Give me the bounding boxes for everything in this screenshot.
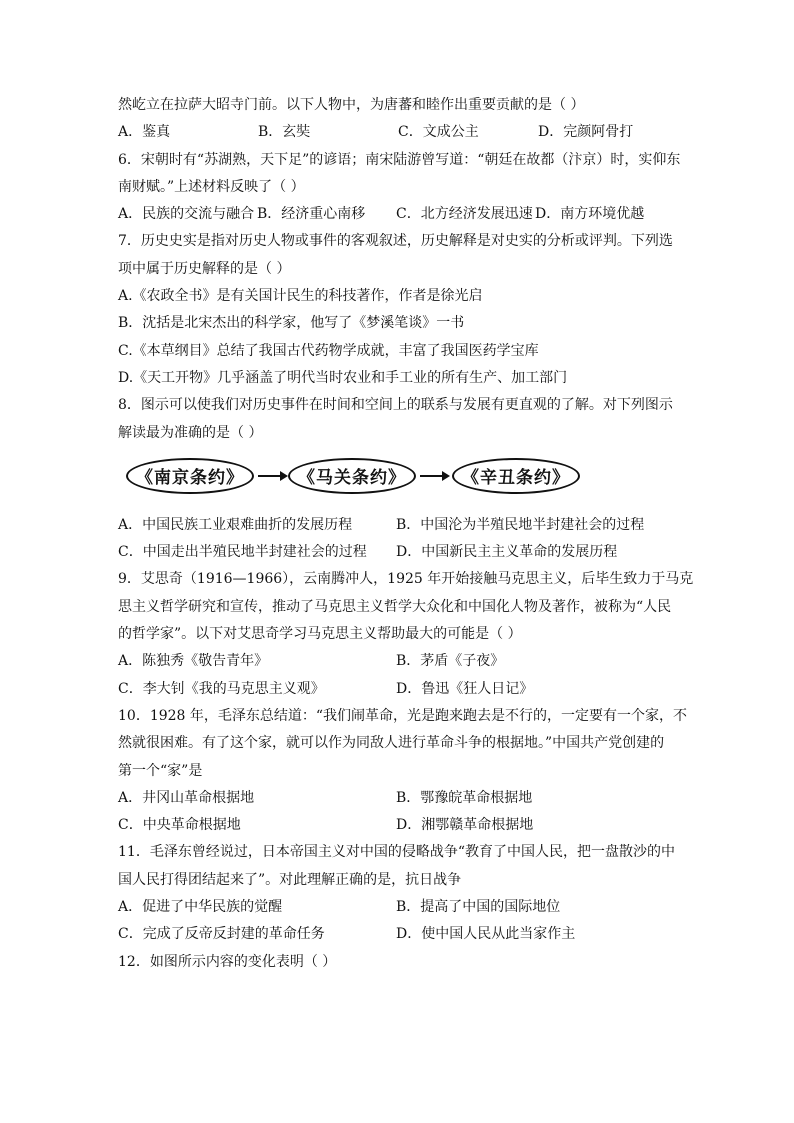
arrow-icon — [420, 475, 444, 477]
q9-option-b[interactable]: B．茅盾《子夜》 — [396, 653, 505, 670]
q8-options-row2 — [118, 539, 678, 566]
q5-option-d[interactable]: D．完颜阿骨打 — [538, 124, 634, 141]
q10-options-row2 — [118, 812, 678, 839]
q6-option-a[interactable]: A．民族的交流与融合 — [118, 206, 255, 223]
q6-stem-line: 南财赋。”上述材料反映了（ ） — [118, 178, 305, 195]
q10-stem-line: 10．1928 年，毛泽东总结道：“我们闹革命，光是跑来跑去是不行的，一定要有一个家，不 — [118, 707, 688, 724]
q7-stem-line: 项中属于历史解释的是（ ） — [118, 260, 291, 277]
q9-options-row1 — [118, 648, 678, 675]
q5-option-b[interactable]: B．玄奘 — [258, 124, 311, 141]
q9-options-row2 — [118, 676, 678, 703]
treaty-diagram — [118, 450, 678, 508]
q6-option-d[interactable]: D．南方环境优越 — [535, 206, 645, 223]
q6-option-b[interactable]: B．经济重心南移 — [257, 206, 366, 223]
q6-stem-line: 6．宋朝时有“苏湖熟，天下足”的谚语；南宋陆游曾写道：“朝廷在故都（汴京）时，实仰东 — [118, 151, 681, 168]
q8-option-c[interactable]: C．中国走出半殖民地半封建社会的过程 — [118, 544, 367, 561]
q12-stem: 12．如图所示内容的变化表明（ ） — [118, 953, 337, 970]
q11-stem-line: 国人民打得团结起来了”。对此理解正确的是，抗日战争 — [118, 871, 462, 888]
q7-option-d[interactable]: D.《天工开物》几乎涵盖了明代当时农业和手工业的所有生产、加工部门 — [118, 369, 568, 386]
q11-option-c[interactable]: C．完成了反帝反封建的革命任务 — [118, 926, 325, 943]
q8-option-b[interactable]: B．中国沦为半殖民地半封建社会的过程 — [396, 516, 645, 533]
q10-option-d[interactable]: D．湘鄂赣革命根据地 — [396, 817, 534, 834]
exam-page — [118, 92, 694, 976]
q9-stem-line: 的哲学家”。以下对艾思奇学习马克思主义帮助最大的可能是（ ） — [118, 626, 522, 643]
q6-options — [118, 201, 678, 228]
q11-option-d[interactable]: D．使中国人民从此当家作主 — [396, 926, 576, 943]
q9-stem-line: 9．艾思奇（1916—1966），云南腾冲人，1925 年开始接触马克思主义，后毕生致力于马克 — [118, 571, 694, 588]
q10-options-row1 — [118, 785, 678, 812]
treaty-oval-nanjing: 《南京条约》 — [126, 458, 254, 494]
q8-option-d[interactable]: D．中国新民主主义革命的发展历程 — [396, 544, 618, 561]
q10-option-a[interactable]: A．井冈山革命根据地 — [118, 789, 255, 806]
q5-option-c[interactable]: C．文成公主 — [398, 124, 479, 141]
treaty-oval-xinchou: 《辛丑条约》 — [452, 458, 580, 494]
treaty-oval-maguan: 《马关条约》 — [288, 458, 416, 494]
q10-option-c[interactable]: C．中央革命根据地 — [118, 817, 241, 834]
arrow-icon — [258, 475, 282, 477]
q5-option-a[interactable]: A．鉴真 — [118, 124, 171, 141]
q10-stem-line: 第一个“家”是 — [118, 762, 203, 779]
q9-option-c[interactable]: C．李大钊《我的马克思主义观》 — [118, 680, 325, 697]
q7-option-a[interactable]: A.《农政全书》是有关国计民生的科技著作，作者是徐光启 — [118, 288, 483, 305]
q8-options-row1 — [118, 512, 678, 539]
q9-option-d[interactable]: D．鲁迅《狂人日记》 — [396, 680, 534, 697]
q7-option-b[interactable]: B．沈括是北宋杰出的科学家，他写了《梦溪笔谈》一书 — [118, 315, 465, 332]
q11-stem-line: 11．毛泽东曾经说过，日本帝国主义对中国的侵略战争“教育了中国人民，把一盘散沙的中 — [118, 844, 675, 861]
q9-option-a[interactable]: A．陈独秀《敬告青年》 — [118, 653, 269, 670]
q11-options-row2 — [118, 921, 678, 948]
q7-option-c[interactable]: C.《本草纲目》总结了我国古代药物学成就，丰富了我国医药学宝库 — [118, 342, 539, 359]
q9-stem-line: 思主义哲学研究和宣传，推动了马克思主义哲学大众化和中国化人物及著作，被称为“人民 — [118, 598, 672, 615]
q10-option-b[interactable]: B．鄂豫皖革命根据地 — [396, 789, 533, 806]
q6-option-c[interactable]: C．北方经济发展迅速 — [396, 206, 533, 223]
q5-options — [118, 119, 678, 146]
q8-option-a[interactable]: A．中国民族工业艰难曲折的发展历程 — [118, 516, 353, 533]
q8-stem-line: 解读最为准确的是（ ） — [118, 424, 263, 441]
q11-option-a[interactable]: A．促进了中华民族的觉醒 — [118, 899, 283, 916]
q11-options-row1 — [118, 894, 678, 921]
q8-stem-line: 8．图示可以使我们对历史事件在时间和空间上的联系与发展有更直观的了解。对下列图示 — [118, 397, 673, 414]
q11-option-b[interactable]: B．提高了中国的国际地位 — [396, 899, 561, 916]
q10-stem-line: 然就很困难。有了这个家，就可以作为同敌人进行革命斗争的根据地。”中国共产党创建的 — [118, 735, 665, 752]
q5-stem: 然屹立在拉萨大昭寺门前。以下人物中，为唐蕃和睦作出重要贡献的是（ ） — [118, 97, 585, 113]
q7-stem-line: 7．历史史实是指对历史人物或事件的客观叙述，历史解释是对史实的分析或评判。下列选 — [118, 233, 673, 250]
